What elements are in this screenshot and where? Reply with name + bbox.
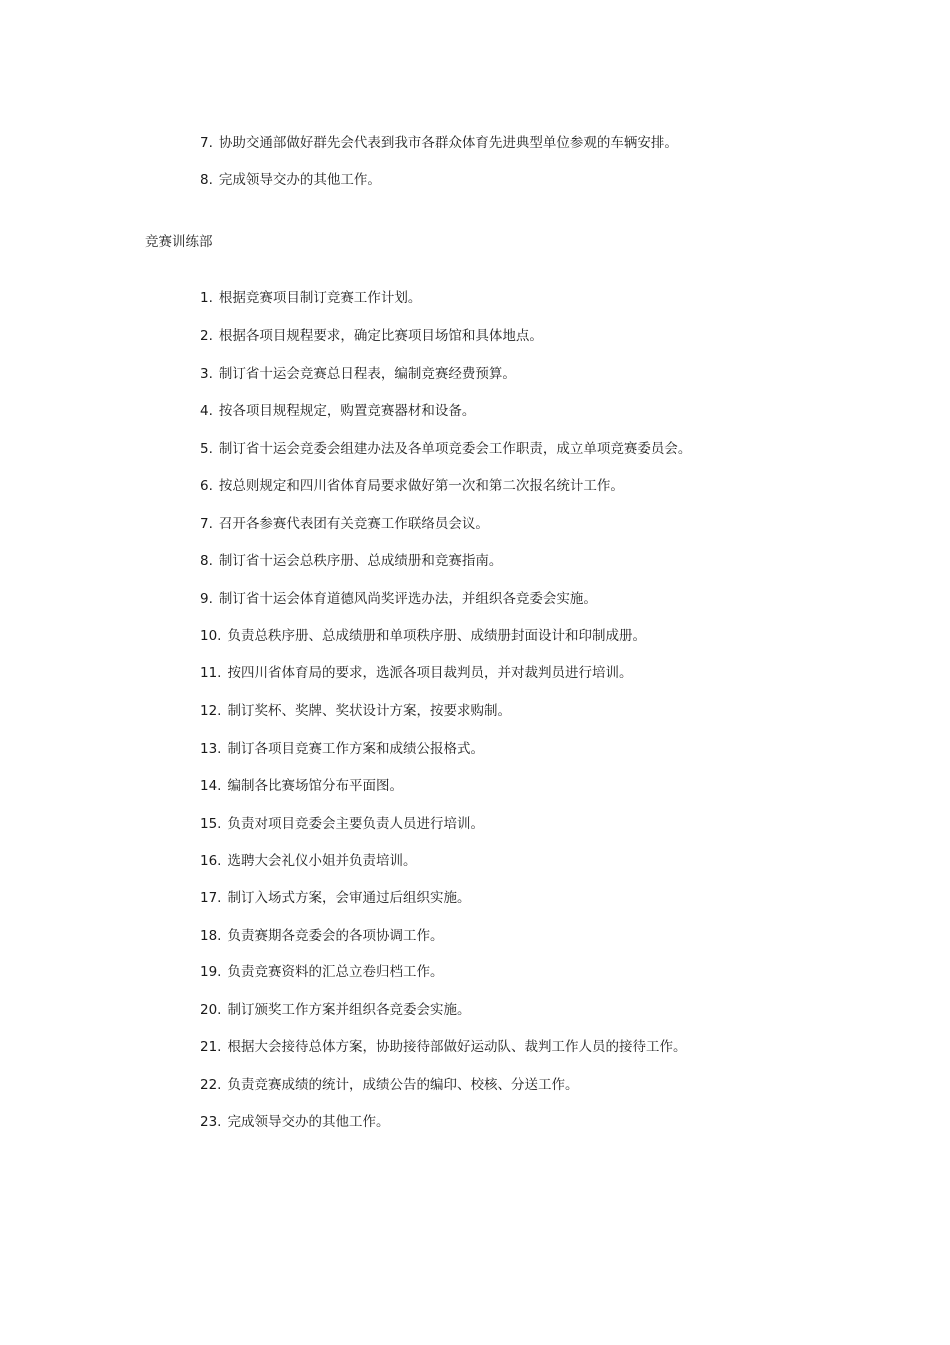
section-heading: 竞赛训练部	[145, 234, 213, 250]
item-text: 按总则规定和四川省体育局要求做好第一次和第二次报名统计工作。	[218, 478, 624, 494]
item-text: 制订奖杯、奖牌、奖状设计方案，按要求购制。	[227, 703, 511, 719]
item-number: 18.	[200, 928, 222, 944]
item-text: 编制各比赛场馆分布平面图。	[227, 778, 403, 794]
list-item	[200, 963, 443, 981]
item-text: 完成领导交办的其他工作。	[227, 1114, 390, 1130]
item-text: 制订入场式方案，会审通过后组织实施。	[227, 890, 471, 906]
list-item	[200, 590, 597, 608]
item-number: 2.	[200, 328, 213, 344]
item-number: 11.	[200, 665, 222, 681]
list-item	[200, 552, 502, 570]
item-number: 8.	[200, 172, 213, 188]
item-number: 19.	[200, 964, 222, 980]
item-number: 7.	[200, 516, 213, 532]
item-text: 根据各项目规程要求，确定比赛项目场馆和具体地点。	[218, 328, 543, 344]
list-item	[200, 327, 543, 345]
list-item	[200, 134, 678, 152]
list-item	[200, 1113, 389, 1131]
list-item	[200, 702, 511, 720]
list-item	[200, 440, 691, 458]
item-number: 12.	[200, 703, 222, 719]
list-item	[200, 515, 489, 533]
item-number: 9.	[200, 591, 213, 607]
item-text: 根据大会接待总体方案，协助接待部做好运动队、裁判工作人员的接待工作。	[227, 1039, 687, 1055]
list-item	[200, 171, 381, 189]
list-item	[200, 852, 416, 870]
item-text: 负责竞赛成绩的统计，成绩公告的编印、校核、分送工作。	[227, 1077, 579, 1093]
item-number: 23.	[200, 1114, 222, 1130]
item-text: 负责竞赛资料的汇总立卷归档工作。	[227, 964, 444, 980]
item-number: 20.	[200, 1002, 222, 1018]
list-item	[200, 477, 624, 495]
item-text: 制订省十运会体育道德风尚奖评选办法，并组织各竞委会实施。	[218, 591, 597, 607]
item-number: 10.	[200, 628, 222, 644]
list-item	[200, 815, 484, 833]
item-text: 制订省十运会总秩序册、总成绩册和竞赛指南。	[218, 553, 503, 569]
item-number: 1.	[200, 290, 213, 306]
list-item	[200, 777, 403, 795]
item-number: 14.	[200, 778, 222, 794]
item-text: 按四川省体育局的要求，选派各项目裁判员，并对裁判员进行培训。	[227, 665, 633, 681]
list-item	[200, 1038, 686, 1056]
list-item	[200, 1001, 470, 1019]
list-item	[200, 927, 443, 945]
item-text: 制订省十运会竞赛总日程表，编制竞赛经费预算。	[218, 366, 516, 382]
item-text: 完成领导交办的其他工作。	[218, 172, 381, 188]
list-item	[200, 365, 516, 383]
item-text: 负责总秩序册、总成绩册和单项秩序册、成绩册封面设计和印制成册。	[227, 628, 646, 644]
item-text: 制订省十运会竞委会组建办法及各单项竞委会工作职责，成立单项竞赛委员会。	[218, 441, 692, 457]
item-text: 召开各参赛代表团有关竞赛工作联络员会议。	[218, 516, 489, 532]
item-number: 22.	[200, 1077, 222, 1093]
item-number: 17.	[200, 890, 222, 906]
item-text: 协助交通部做好群先会代表到我市各群众体育先进典型单位参观的车辆安排。	[218, 135, 678, 151]
list-item	[200, 1076, 578, 1094]
item-text: 按各项目规程规定，购置竞赛器材和设备。	[218, 403, 476, 419]
item-text: 制订各项目竞赛工作方案和成绩公报格式。	[227, 741, 484, 757]
item-number: 5.	[200, 441, 213, 457]
item-text: 负责对项目竞委会主要负责人员进行培训。	[227, 816, 484, 832]
item-number: 8.	[200, 553, 213, 569]
item-number: 16.	[200, 853, 222, 869]
list-item	[200, 402, 475, 420]
item-number: 15.	[200, 816, 222, 832]
list-item	[200, 889, 470, 907]
item-number: 13.	[200, 741, 222, 757]
item-text: 选聘大会礼仪小姐并负责培训。	[227, 853, 417, 869]
item-number: 21.	[200, 1039, 222, 1055]
item-text: 制订颁奖工作方案并组织各竞委会实施。	[227, 1002, 471, 1018]
item-text: 根据竞赛项目制订竞赛工作计划。	[218, 290, 422, 306]
item-number: 4.	[200, 403, 213, 419]
list-item	[200, 664, 632, 682]
item-number: 7.	[200, 135, 213, 151]
item-number: 6.	[200, 478, 213, 494]
list-item	[200, 289, 421, 307]
item-number: 3.	[200, 366, 213, 382]
list-item	[200, 740, 484, 758]
list-item	[200, 627, 646, 645]
item-text: 负责赛期各竞委会的各项协调工作。	[227, 928, 444, 944]
